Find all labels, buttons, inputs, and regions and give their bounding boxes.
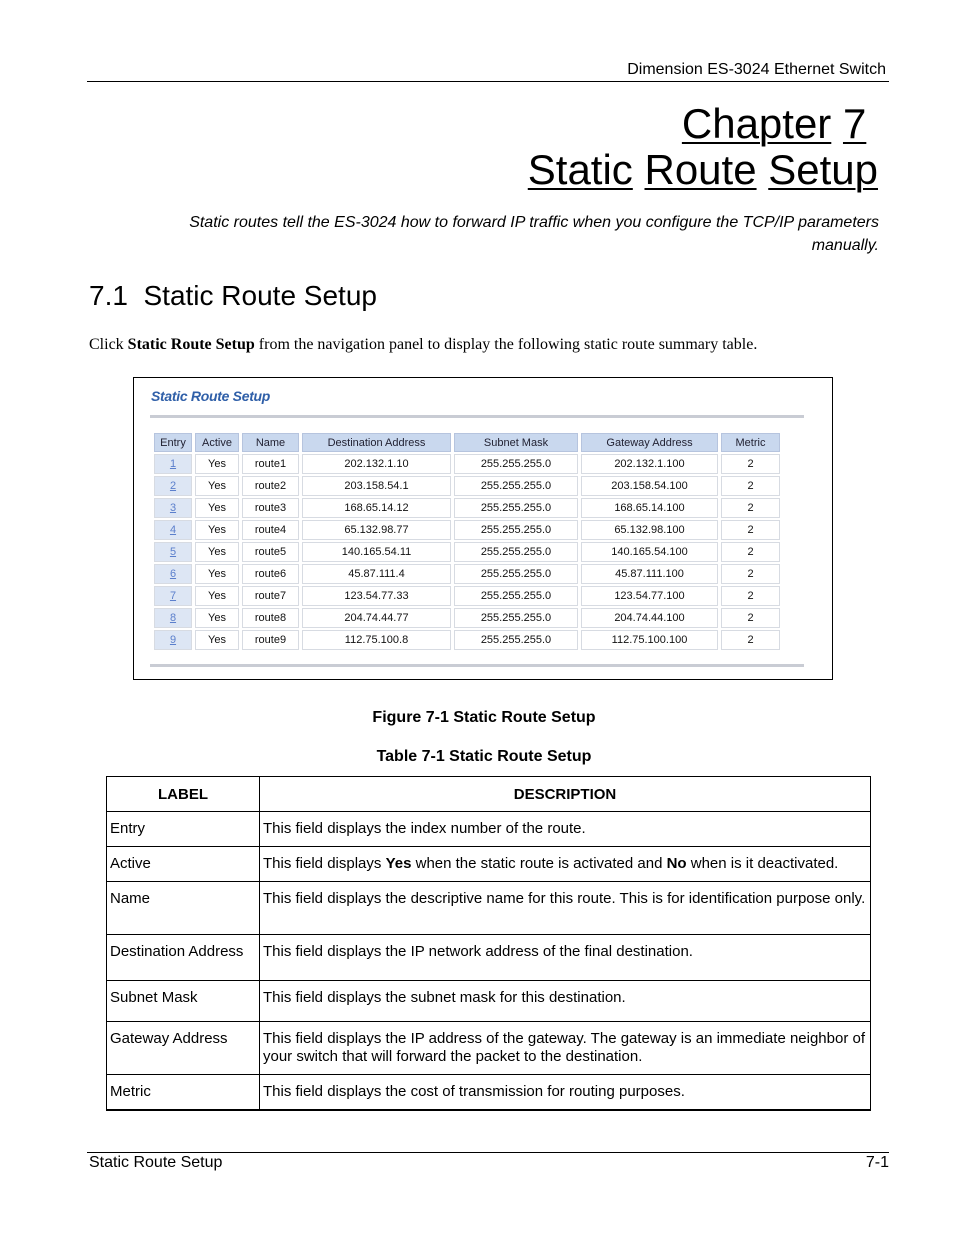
destination-cell: 65.132.98.77 [302, 520, 451, 540]
figure-caption: Figure 7-1 Static Route Setup [372, 709, 596, 726]
chapter-title [528, 147, 878, 193]
col-active: Active [195, 433, 239, 452]
table-caption: Table 7-1 Static Route Setup [376, 748, 592, 765]
entry-link[interactable]: 2 [154, 476, 192, 496]
table-row [107, 812, 871, 847]
field-description-table [106, 776, 871, 1111]
destination-cell: 123.54.77.33 [302, 586, 451, 606]
active-cell: Yes [195, 630, 239, 650]
table-row [107, 1022, 871, 1075]
gateway-cell: 123.54.77.100 [581, 586, 718, 606]
subnet-cell: 255.255.255.0 [454, 630, 578, 650]
destination-cell: 45.87.111.4 [302, 564, 451, 584]
col-subnet: Subnet Mask [454, 433, 578, 452]
entry-link[interactable]: 3 [154, 498, 192, 518]
paragraph-text-1: Click [89, 336, 128, 353]
active-cell: Yes [195, 476, 239, 496]
name-cell: route1 [242, 454, 299, 474]
gateway-cell: 202.132.1.100 [581, 454, 718, 474]
field-description: This field displays the IP network address of the final destination. [260, 935, 871, 981]
section-title: Static Route Setup [143, 280, 377, 311]
chapter-intro: Static routes tell the ES-3024 how to forward IP traffic when you configure the TCP/IP parameters manually. [189, 214, 879, 254]
col-entry: Entry [154, 433, 192, 452]
desc-text: when the static route is activated and [411, 855, 667, 872]
footer-chapter-title: Static Route Setup [89, 1154, 223, 1171]
entry-link[interactable]: 7 [154, 586, 192, 606]
active-cell: Yes [195, 520, 239, 540]
metric-cell: 2 [721, 520, 780, 540]
chapter-title-word-2: Route [644, 146, 757, 193]
gateway-cell: 203.158.54.100 [581, 476, 718, 496]
desc-text: This field displays [263, 855, 386, 872]
section-number: 7.1 [89, 280, 128, 311]
section-heading [89, 280, 377, 312]
field-label: Name [107, 882, 260, 935]
table-row [154, 454, 780, 474]
gateway-cell: 65.132.98.100 [581, 520, 718, 540]
col-name: Name [242, 433, 299, 452]
name-cell: route4 [242, 520, 299, 540]
field-description: This field displays the descriptive name for this route. This is for identification purpose only. [260, 882, 871, 935]
footer-rule [87, 1152, 889, 1153]
metric-cell: 2 [721, 498, 780, 518]
description-table-header [107, 777, 871, 812]
name-cell: route7 [242, 586, 299, 606]
field-description: This field displays the cost of transmission for routing purposes. [260, 1075, 871, 1110]
metric-cell: 2 [721, 630, 780, 650]
label-header: LABEL [107, 777, 260, 812]
metric-cell: 2 [721, 476, 780, 496]
gateway-cell: 204.74.44.100 [581, 608, 718, 628]
gateway-cell: 168.65.14.100 [581, 498, 718, 518]
active-cell: Yes [195, 564, 239, 584]
table-row [154, 542, 780, 562]
subnet-cell: 255.255.255.0 [454, 476, 578, 496]
name-cell: route2 [242, 476, 299, 496]
col-gateway: Gateway Address [581, 433, 718, 452]
name-cell: route9 [242, 630, 299, 650]
gateway-cell: 45.87.111.100 [581, 564, 718, 584]
active-cell: Yes [195, 586, 239, 606]
field-description: This field displays the index number of the route. [260, 812, 871, 847]
entry-link[interactable]: 6 [154, 564, 192, 584]
subnet-cell: 255.255.255.0 [454, 608, 578, 628]
chapter-number [682, 101, 878, 147]
col-destination: Destination Address [302, 433, 451, 452]
metric-cell: 2 [721, 608, 780, 628]
subnet-cell: 255.255.255.0 [454, 586, 578, 606]
table-row [107, 1075, 871, 1110]
subnet-cell: 255.255.255.0 [454, 542, 578, 562]
route-summary-table [151, 431, 783, 652]
desc-text: when is it deactivated. [686, 855, 839, 872]
page-number: 7-1 [865, 1154, 889, 1171]
table-row [154, 476, 780, 496]
active-cell: Yes [195, 498, 239, 518]
route-table-header [154, 433, 780, 452]
screen-title: Static Route Setup [151, 388, 271, 404]
name-cell: route5 [242, 542, 299, 562]
field-description [260, 847, 871, 882]
table-row [107, 935, 871, 981]
desc-bold-no: No [666, 855, 687, 872]
destination-cell: 203.158.54.1 [302, 476, 451, 496]
desc-bold-yes: Yes [385, 855, 412, 872]
entry-link[interactable]: 5 [154, 542, 192, 562]
chapter-title-word-3: Setup [768, 146, 878, 193]
active-cell: Yes [195, 454, 239, 474]
name-cell: route6 [242, 564, 299, 584]
col-metric: Metric [721, 433, 780, 452]
destination-cell: 202.132.1.10 [302, 454, 451, 474]
screen-bottom-rule [150, 664, 804, 667]
table-row [154, 564, 780, 584]
paragraph-text-2: from the navigation panel to display the following static route summary table. [254, 336, 758, 353]
subnet-cell: 255.255.255.0 [454, 498, 578, 518]
metric-cell: 2 [721, 454, 780, 474]
field-label: Subnet Mask [107, 981, 260, 1022]
entry-link[interactable]: 4 [154, 520, 192, 540]
field-label: Metric [107, 1075, 260, 1110]
entry-link[interactable]: 1 [154, 454, 192, 474]
destination-cell: 168.65.14.12 [302, 498, 451, 518]
active-cell: Yes [195, 608, 239, 628]
table-row [154, 498, 780, 518]
entry-link[interactable]: 8 [154, 608, 192, 628]
table-row [107, 847, 871, 882]
gateway-cell: 112.75.100.100 [581, 630, 718, 650]
description-header: DESCRIPTION [260, 777, 871, 812]
field-label: Gateway Address [107, 1022, 260, 1075]
name-cell: route8 [242, 608, 299, 628]
field-label: Entry [107, 812, 260, 847]
destination-cell: 140.165.54.11 [302, 542, 451, 562]
table-row [154, 586, 780, 606]
subnet-cell: 255.255.255.0 [454, 454, 578, 474]
table-row [107, 882, 871, 935]
paragraph-bold: Static Route Setup [127, 336, 255, 353]
name-cell: route3 [242, 498, 299, 518]
table-row [154, 630, 780, 650]
table-row [154, 520, 780, 540]
figure-screenshot [133, 377, 833, 680]
active-cell: Yes [195, 542, 239, 562]
table-row [154, 608, 780, 628]
field-label: Destination Address [107, 935, 260, 981]
chapter-digit: 7 [842, 100, 867, 147]
field-description: This field displays the subnet mask for this destination. [260, 981, 871, 1022]
metric-cell: 2 [721, 564, 780, 584]
metric-cell: 2 [721, 542, 780, 562]
destination-cell: 204.74.44.77 [302, 608, 451, 628]
screen-title-rule [150, 415, 804, 418]
field-label: Active [107, 847, 260, 882]
destination-cell: 112.75.100.8 [302, 630, 451, 650]
metric-cell: 2 [721, 586, 780, 606]
header-rule [87, 81, 889, 82]
gateway-cell: 140.165.54.100 [581, 542, 718, 562]
chapter-word: Chapter [681, 100, 832, 147]
field-description: This field displays the IP address of the gateway. The gateway is an immediate neighbor of your switch that will forward the packet to the destination. [260, 1022, 871, 1075]
chapter-title-word-1: Static [527, 146, 633, 193]
subnet-cell: 255.255.255.0 [454, 520, 578, 540]
table-row [107, 981, 871, 1022]
running-header: Dimension ES-3024 Ethernet Switch [627, 61, 886, 78]
subnet-cell: 255.255.255.0 [454, 564, 578, 584]
body-paragraph [89, 336, 757, 354]
entry-link[interactable]: 9 [154, 630, 192, 650]
